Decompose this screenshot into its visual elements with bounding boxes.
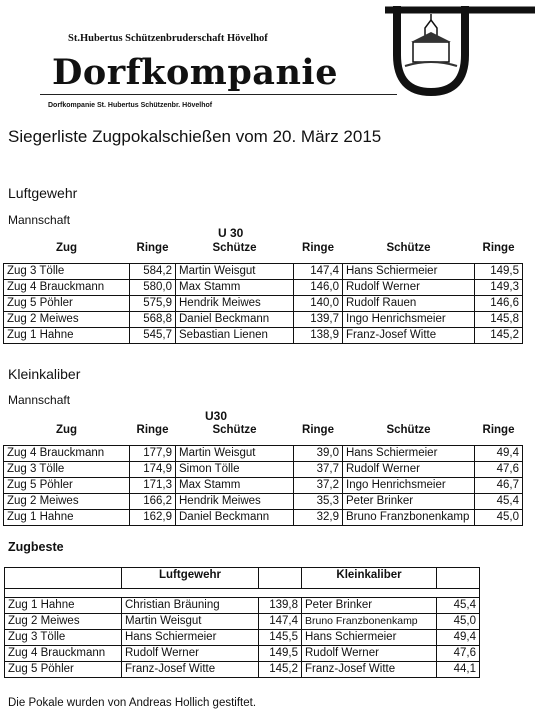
table-row — [4, 296, 523, 312]
cell-schuetze: Peter Brinker — [343, 494, 475, 510]
cell-klein-ringe: 49,4 — [437, 630, 480, 646]
col-ringe: Ringe — [302, 242, 334, 254]
cell-ringe: 140,0 — [294, 296, 343, 312]
luft-heading: Luftgewehr — [8, 185, 78, 201]
cell-ringe: 146,0 — [294, 280, 343, 296]
cell-schuetze: Ingo Henrichsmeier — [343, 478, 475, 494]
cell-luft-ringe: 145,2 — [259, 662, 302, 678]
cell-ringe: 149,3 — [475, 280, 523, 296]
col-ringe: Ringe — [482, 242, 515, 254]
cell-luft-ringe: 149,5 — [259, 646, 302, 662]
cell-schuetze: Max Stamm — [176, 478, 294, 494]
cell-klein-ringe: 45,4 — [437, 598, 480, 614]
cell-zug: Zug 5 Pöhler — [4, 478, 130, 494]
table-row — [4, 264, 523, 280]
cell-ringe: 46,7 — [475, 478, 523, 494]
cell-ringe: 139,7 — [294, 312, 343, 328]
klein-u30-label: U30 — [205, 409, 228, 423]
table-row — [4, 328, 523, 344]
cell-schuetze: Bruno Franzbonenkamp — [343, 510, 475, 526]
cell-ringe: 545,7 — [130, 328, 176, 344]
cell-ringe: 145,8 — [475, 312, 523, 328]
cell-zug: Zug 1 Hahne — [5, 598, 122, 614]
col-zug: Zug — [55, 424, 78, 436]
cell-ringe: 147,4 — [294, 264, 343, 280]
cell-ringe: 145,2 — [475, 328, 523, 344]
cell-ringe: 37,2 — [294, 478, 343, 494]
table-row — [5, 614, 480, 630]
cell-ringe: 174,9 — [130, 462, 176, 478]
col-zug: Zug — [55, 242, 78, 254]
klein-team-label: Mannschaft — [8, 393, 71, 407]
zugbeste-heading: Zugbeste — [8, 540, 64, 554]
cell-schuetze: Hans Schiermeier — [343, 446, 475, 462]
klein-table — [3, 423, 523, 526]
cell-luft-ringe: 139,8 — [259, 598, 302, 614]
cell-zug: Zug 2 Meiwes — [4, 494, 130, 510]
cell-schuetze: Hans Schiermeier — [343, 264, 475, 280]
klein-heading: Kleinkaliber — [8, 366, 81, 382]
club-logo — [385, 0, 535, 100]
cell-klein-schuetze: Peter Brinker — [302, 598, 437, 614]
cell-zug: Zug 3 Tölle — [4, 462, 130, 478]
cell-klein-ringe: 45,0 — [437, 614, 480, 630]
cell-ringe: 47,6 — [475, 462, 523, 478]
brand-title: Dorfkompanie — [52, 52, 338, 93]
brand-subtitle: Dorfkompanie St. Hubertus Schützenbr. Hövelhof — [48, 102, 213, 109]
cell-schuetze: Ingo Henrichsmeier — [343, 312, 475, 328]
table-row — [4, 280, 523, 296]
cell-schuetze: Simon Tölle — [176, 462, 294, 478]
cell-zug: Zug 3 Tölle — [4, 264, 130, 280]
cell-luft-ringe: 147,4 — [259, 614, 302, 630]
zugbeste-table — [4, 567, 480, 678]
cell-ringe: 580,0 — [130, 280, 176, 296]
cell-ringe: 37,7 — [294, 462, 343, 478]
organization-name: St.Hubertus Schützenbruderschaft Hövelhof — [68, 33, 268, 44]
luft-table — [3, 241, 523, 344]
luft-team-label: Mannschaft — [8, 213, 71, 227]
cell-schuetze: Martin Weisgut — [176, 446, 294, 462]
table-row — [5, 598, 480, 614]
table-row — [5, 646, 480, 662]
cell-zug: Zug 4 Brauckmann — [4, 280, 130, 296]
cell-ringe: 138,9 — [294, 328, 343, 344]
cell-ringe: 177,9 — [130, 446, 176, 462]
table-row — [4, 462, 523, 478]
cell-ringe: 45,4 — [475, 494, 523, 510]
cell-ringe: 32,9 — [294, 510, 343, 526]
page-title: Siegerliste Zugpokalschießen vom 20. März 2015 — [8, 127, 382, 146]
cell-zug: Zug 1 Hahne — [4, 328, 130, 344]
cell-luft-schuetze: Martin Weisgut — [122, 614, 259, 630]
cell-ringe: 146,6 — [475, 296, 523, 312]
cell-ringe: 575,9 — [130, 296, 176, 312]
cell-zug: Zug 3 Tölle — [5, 630, 122, 646]
cell-zug: Zug 5 Pöhler — [4, 296, 130, 312]
brand-divider — [40, 94, 397, 95]
col-schuetze: Schütze — [212, 424, 257, 436]
cell-klein-schuetze: Bruno Franzbonenkamp — [302, 614, 437, 630]
col-ringe: Ringe — [302, 424, 334, 436]
cell-luft-schuetze: Rudolf Werner — [122, 646, 259, 662]
table-row — [4, 312, 523, 328]
cell-zug: Zug 4 Brauckmann — [4, 446, 130, 462]
footer-note: Die Pokale wurden von Andreas Hollich gestiftet. — [8, 697, 257, 709]
cell-schuetze: Rudolf Werner — [343, 280, 475, 296]
cell-ringe: 39,0 — [294, 446, 343, 462]
cell-zug: Zug 5 Pöhler — [5, 662, 122, 678]
cell-klein-schuetze: Rudolf Werner — [302, 646, 437, 662]
cell-zug: Zug 4 Brauckmann — [5, 646, 122, 662]
cell-schuetze: Rudolf Werner — [343, 462, 475, 478]
cell-ringe: 166,2 — [130, 494, 176, 510]
cell-zug: Zug 1 Hahne — [4, 510, 130, 526]
cell-luft-schuetze: Franz-Josef Witte — [122, 662, 259, 678]
cell-schuetze: Daniel Beckmann — [176, 312, 294, 328]
cell-ringe: 568,8 — [130, 312, 176, 328]
cell-klein-schuetze: Franz-Josef Witte — [302, 662, 437, 678]
col-ringe: Ringe — [136, 242, 169, 254]
col-schuetze: Schütze — [386, 424, 431, 436]
table-row — [5, 662, 480, 678]
col-ringe: Ringe — [482, 424, 515, 436]
cell-luft-ringe: 145,5 — [259, 630, 302, 646]
cell-ringe: 149,5 — [475, 264, 523, 280]
cell-ringe: 45,0 — [475, 510, 523, 526]
cell-klein-ringe: 47,6 — [437, 646, 480, 662]
cell-schuetze: Daniel Beckmann — [176, 510, 294, 526]
cell-klein-ringe: 44,1 — [437, 662, 480, 678]
col-ringe: Ringe — [136, 424, 169, 436]
cell-schuetze: Hendrik Meiwes — [176, 296, 294, 312]
cell-schuetze: Franz-Josef Witte — [343, 328, 475, 344]
cell-schuetze: Martin Weisgut — [176, 264, 294, 280]
cell-ringe: 171,3 — [130, 478, 176, 494]
cell-luft-schuetze: Hans Schiermeier — [122, 630, 259, 646]
table-row — [5, 630, 480, 646]
cell-ringe: 35,3 — [294, 494, 343, 510]
luft-u30-label: U 30 — [218, 226, 244, 240]
cell-ringe: 162,9 — [130, 510, 176, 526]
table-row — [4, 510, 523, 526]
cell-schuetze: Hendrik Meiwes — [176, 494, 294, 510]
cell-klein-schuetze: Hans Schiermeier — [302, 630, 437, 646]
col-schuetze: Schütze — [212, 242, 257, 254]
cell-schuetze: Max Stamm — [176, 280, 294, 296]
col-schuetze: Schütze — [386, 242, 431, 254]
table-row — [4, 478, 523, 494]
table-row — [4, 494, 523, 510]
cell-ringe: 49,4 — [475, 446, 523, 462]
cell-ringe: 584,2 — [130, 264, 176, 280]
col-kleinkaliber: Kleinkaliber — [302, 568, 437, 589]
table-row — [4, 446, 523, 462]
cell-zug: Zug 2 Meiwes — [5, 614, 122, 630]
cell-schuetze: Rudolf Rauen — [343, 296, 475, 312]
cell-luft-schuetze: Christian Bräuning — [122, 598, 259, 614]
cell-zug: Zug 2 Meiwes — [4, 312, 130, 328]
cell-schuetze: Sebastian Lienen — [176, 328, 294, 344]
col-luftgewehr: Luftgewehr — [122, 568, 259, 589]
